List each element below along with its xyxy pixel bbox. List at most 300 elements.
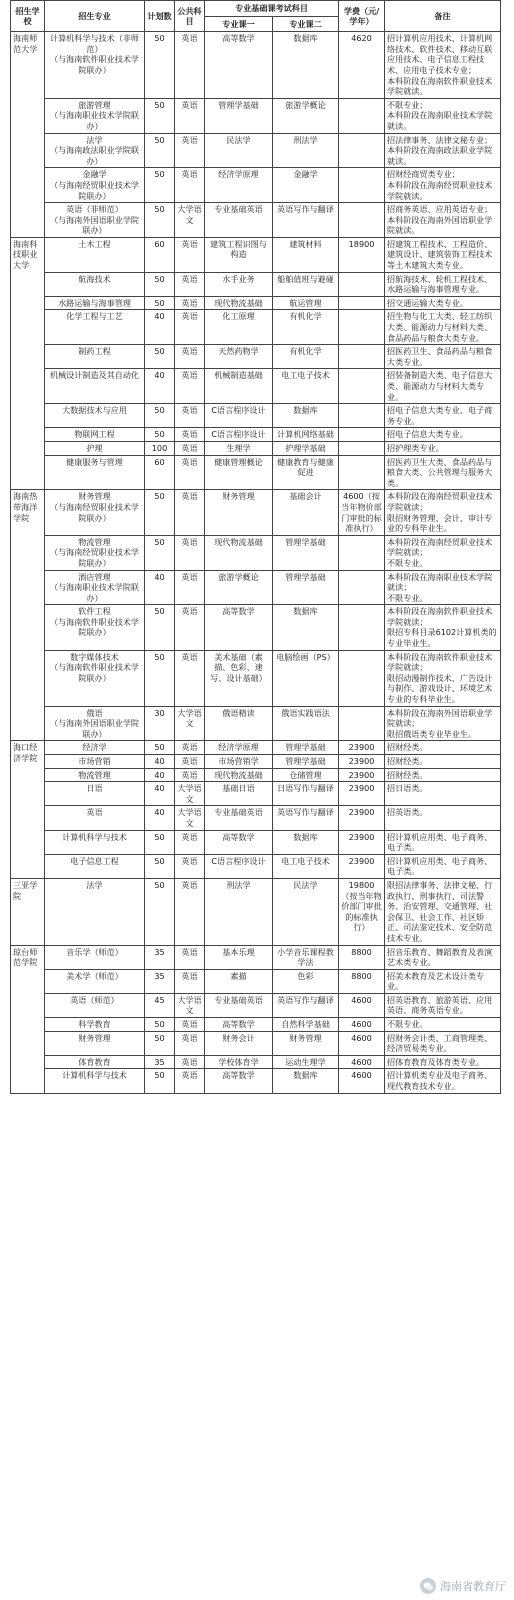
public-subject-cell: 英语 xyxy=(175,237,205,272)
base-course-1-cell: 专业基础英语 xyxy=(205,203,273,238)
note-cell: 招商务英语、应用英语专业； 本科阶段在海南外国语职业学院就读。 xyxy=(385,203,501,238)
plan-cell: 50 xyxy=(145,345,175,369)
note-cell: 本科阶段在海南外国语职业学院就读； 限招俄语类专业毕业生。 xyxy=(385,706,501,741)
fee-cell xyxy=(339,369,385,404)
public-subject-cell: 英语 xyxy=(175,1018,205,1032)
base-course-2-cell: 管理学基础 xyxy=(273,741,339,755)
public-subject-cell: 大学语文 xyxy=(175,203,205,238)
note-cell: 招生物与化工大类、轻工纺织大类、能源动力与材料大类、食品药品与粮食大类专业。 xyxy=(385,310,501,345)
school-name-cell: 海口经济学院 xyxy=(11,741,45,879)
major-cell: 健康服务与管理 xyxy=(45,455,145,490)
note-cell: 不限专业。 xyxy=(385,1018,501,1032)
base-course-2-cell: 财务管理 xyxy=(273,1031,339,1055)
header-row xyxy=(11,1,501,17)
fee-cell: 4600（按当年物价部门审批的标准执行） xyxy=(339,490,385,535)
major-cell: 英语（非师范） （与海南外国语职业学院联办） xyxy=(45,203,145,238)
note-cell: 招计算机应用类、电子商务、电子类。 xyxy=(385,830,501,854)
base-course-2-cell: 健康教育与健康促进 xyxy=(273,455,339,490)
public-subject-cell: 英语 xyxy=(175,945,205,969)
fee-cell xyxy=(339,203,385,238)
base-course-2-cell: 英语写作与翻译 xyxy=(273,203,339,238)
base-course-2-cell: 数据库 xyxy=(273,1069,339,1093)
base-course-1-cell: 水手业务 xyxy=(205,272,273,296)
plan-cell: 40 xyxy=(145,806,175,830)
table-row xyxy=(11,1055,501,1069)
table-row xyxy=(11,1031,501,1055)
public-subject-cell: 英语 xyxy=(175,768,205,782)
public-subject-cell: 大学语文 xyxy=(175,993,205,1017)
base-course-2-cell: 运动生理学 xyxy=(273,1055,339,1069)
header-base1: 专业课一 xyxy=(205,16,273,32)
public-subject-cell: 英语 xyxy=(175,535,205,570)
header-base: 专业基础课考试科目 xyxy=(205,1,339,17)
fee-cell: 4600 xyxy=(339,1069,385,1093)
base-course-1-cell: 高等数学 xyxy=(205,830,273,854)
header-plan: 计划数 xyxy=(145,1,175,32)
plan-cell: 50 xyxy=(145,133,175,168)
major-cell: 化学工程与工艺 xyxy=(45,310,145,345)
plan-cell: 50 xyxy=(145,168,175,203)
base-course-1-cell: 民法学 xyxy=(205,133,273,168)
base-course-2-cell: 小学音乐课程教学法 xyxy=(273,945,339,969)
base-course-2-cell: 有机化学 xyxy=(273,310,339,345)
table-row xyxy=(11,706,501,741)
fee-cell xyxy=(339,404,385,428)
table-row xyxy=(11,98,501,133)
public-subject-cell: 英语 xyxy=(175,854,205,878)
base-course-1-cell: C语言程序设计 xyxy=(205,404,273,428)
wechat-icon xyxy=(420,1578,436,1594)
major-cell: 土木工程 xyxy=(45,237,145,272)
note-cell: 招体育教育及体育类专业。 xyxy=(385,1055,501,1069)
table-row xyxy=(11,806,501,830)
base-course-2-cell: 基础会计 xyxy=(273,490,339,535)
major-cell: 英语（师范） xyxy=(45,993,145,1017)
fee-cell: 23900 xyxy=(339,768,385,782)
public-subject-cell: 英语 xyxy=(175,32,205,99)
base-course-2-cell: 航运管理 xyxy=(273,296,339,310)
plan-cell: 60 xyxy=(145,455,175,490)
note-cell: 招航海技术、轮机工程技术、水路运输与海事管理专业。 xyxy=(385,272,501,296)
fee-cell: 4620 xyxy=(339,32,385,99)
major-cell: 日语 xyxy=(45,782,145,806)
major-cell: 数字媒体技术 （与海南软件职业技术学院联办） xyxy=(45,650,145,706)
base-course-1-cell: 财务会计 xyxy=(205,1031,273,1055)
base-course-2-cell: 色彩 xyxy=(273,969,339,993)
plan-cell: 35 xyxy=(145,969,175,993)
base-course-1-cell: 财务管理 xyxy=(205,490,273,535)
major-cell: 酒店管理 （与海南职业技术学院联办） xyxy=(45,570,145,605)
table-row xyxy=(11,133,501,168)
plan-cell: 60 xyxy=(145,237,175,272)
plan-cell: 50 xyxy=(145,490,175,535)
table-row xyxy=(11,296,501,310)
note-cell: 不限专业； 本科阶段在海南职业技术学院就读。 xyxy=(385,98,501,133)
table-row xyxy=(11,203,501,238)
base-course-1-cell: 专业基础英语 xyxy=(205,993,273,1017)
public-subject-cell: 英语 xyxy=(175,605,205,650)
fee-cell xyxy=(339,345,385,369)
plan-cell: 40 xyxy=(145,768,175,782)
fee-cell xyxy=(339,133,385,168)
public-subject-cell: 英语 xyxy=(175,296,205,310)
base-course-1-cell: 俄语精读 xyxy=(205,706,273,741)
note-cell: 招音乐教育、舞蹈教育及表演艺术类专业。 xyxy=(385,945,501,969)
major-cell: 物流管理 （与海南经贸职业技术学院联办） xyxy=(45,535,145,570)
major-cell: 电子信息工程 xyxy=(45,854,145,878)
base-course-2-cell: 金融学 xyxy=(273,168,339,203)
fee-cell xyxy=(339,650,385,706)
base-course-1-cell: 高等数学 xyxy=(205,32,273,99)
base-course-1-cell: 现代物流基础 xyxy=(205,535,273,570)
plan-cell: 40 xyxy=(145,369,175,404)
base-course-2-cell: 计算机网络基础 xyxy=(273,428,339,442)
base-course-1-cell: 化工原理 xyxy=(205,310,273,345)
public-subject-cell: 英语 xyxy=(175,441,205,455)
table-row xyxy=(11,1018,501,1032)
table-row xyxy=(11,755,501,769)
base-course-1-cell: C语言程序设计 xyxy=(205,854,273,878)
major-cell: 经济学 xyxy=(45,741,145,755)
school-name-cell: 三亚学院 xyxy=(11,878,45,945)
note-cell: 招计算机应用类、电子商务、电子类。 xyxy=(385,854,501,878)
table-row xyxy=(11,310,501,345)
fee-cell: 23900 xyxy=(339,806,385,830)
table-row xyxy=(11,441,501,455)
note-cell: 招英语教育、旅游英语、应用英语、商务英语专业。 xyxy=(385,993,501,1017)
table-row xyxy=(11,854,501,878)
fee-cell xyxy=(339,428,385,442)
major-cell: 俄语 （与海南外国语职业学院联办） xyxy=(45,706,145,741)
major-cell: 旅游管理 （与海南职业技术学院联办） xyxy=(45,98,145,133)
note-cell: 本科阶段在海南经贸职业技术学院就读； 不限专业。 xyxy=(385,535,501,570)
table-row xyxy=(11,237,501,272)
note-cell: 招装备制造大类、电子信息大类、能源动力与材料大类专业。 xyxy=(385,369,501,404)
public-subject-cell: 英语 xyxy=(175,969,205,993)
table-row xyxy=(11,428,501,442)
public-subject-cell: 英语 xyxy=(175,455,205,490)
school-name-cell: 海南师范大学 xyxy=(11,32,45,238)
note-cell: 招计算机类专业及电子商务、现代教育技术专业。 xyxy=(385,1069,501,1093)
fee-cell: 23900 xyxy=(339,741,385,755)
base-course-2-cell: 仓储管理 xyxy=(273,768,339,782)
major-cell: 法学 （与海南政法职业学院联办） xyxy=(45,133,145,168)
fee-cell: 23900 xyxy=(339,782,385,806)
public-subject-cell: 英语 xyxy=(175,310,205,345)
major-cell: 物流管理 xyxy=(45,768,145,782)
plan-cell: 50 xyxy=(145,32,175,99)
plan-cell: 50 xyxy=(145,203,175,238)
base-course-1-cell: C语言程序设计 xyxy=(205,428,273,442)
major-cell: 航海技术 xyxy=(45,272,145,296)
fee-cell xyxy=(339,441,385,455)
table-row xyxy=(11,1069,501,1093)
plan-cell: 50 xyxy=(145,404,175,428)
major-cell: 英语 xyxy=(45,806,145,830)
note-cell: 招财务会计类、工商管理类、经济贸易类专业。 xyxy=(385,1031,501,1055)
note-cell: 本科阶段在海南经贸职业技术学院就读； 限招财务管理、会计、审计专业的专科毕业生。 xyxy=(385,490,501,535)
base-course-2-cell: 日语写作与翻译 xyxy=(273,782,339,806)
plan-cell: 50 xyxy=(145,272,175,296)
major-cell: 财务管理 （与海南经贸职业技术学院联办） xyxy=(45,490,145,535)
base-course-1-cell: 机械制造基础 xyxy=(205,369,273,404)
plan-cell: 40 xyxy=(145,310,175,345)
note-cell: 招英语类。 xyxy=(385,806,501,830)
table-row xyxy=(11,168,501,203)
major-cell: 软件工程 （与海南软件职业技术学院联办） xyxy=(45,605,145,650)
fee-cell: 23900 xyxy=(339,830,385,854)
plan-cell: 35 xyxy=(145,1055,175,1069)
base-course-1-cell: 学校体育学 xyxy=(205,1055,273,1069)
base-course-2-cell: 俄语实践语法 xyxy=(273,706,339,741)
base-course-1-cell: 现代物流基础 xyxy=(205,768,273,782)
major-cell: 科学教育 xyxy=(45,1018,145,1032)
table-row xyxy=(11,570,501,605)
base-course-2-cell: 管理学基础 xyxy=(273,535,339,570)
watermark-text: 海南省教育厅 xyxy=(440,1580,506,1593)
table-row xyxy=(11,455,501,490)
major-cell: 财务管理 xyxy=(45,1031,145,1055)
public-subject-cell: 英语 xyxy=(175,133,205,168)
header-fee: 学费（元/学年） xyxy=(339,1,385,32)
major-cell: 美术学（师范） xyxy=(45,969,145,993)
fee-cell: 4600 xyxy=(339,1031,385,1055)
base-course-2-cell: 民法学 xyxy=(273,878,339,945)
base-course-2-cell: 英语写作与翻译 xyxy=(273,806,339,830)
table-row xyxy=(11,830,501,854)
admission-table xyxy=(10,0,501,1094)
base-course-2-cell: 护理学基础 xyxy=(273,441,339,455)
note-cell: 招护理类专业。 xyxy=(385,441,501,455)
public-subject-cell: 英语 xyxy=(175,830,205,854)
public-subject-cell: 英语 xyxy=(175,755,205,769)
base-course-1-cell: 旅游学概论 xyxy=(205,570,273,605)
table-row xyxy=(11,605,501,650)
plan-cell: 50 xyxy=(145,878,175,945)
public-subject-cell: 英语 xyxy=(175,1055,205,1069)
base-course-2-cell: 数据库 xyxy=(273,32,339,99)
base-course-1-cell: 健康管理概论 xyxy=(205,455,273,490)
base-course-1-cell: 高等数学 xyxy=(205,1069,273,1093)
base-course-1-cell: 高等数学 xyxy=(205,605,273,650)
fee-cell xyxy=(339,296,385,310)
public-subject-cell: 大学语文 xyxy=(175,706,205,741)
fee-cell: 23900 xyxy=(339,755,385,769)
base-course-1-cell: 高等数学 xyxy=(205,1018,273,1032)
major-cell: 计算机科学与技术（非师范） （与海南软件职业技术学院联办） xyxy=(45,32,145,99)
base-course-1-cell: 建筑工程识图与构造 xyxy=(205,237,273,272)
public-subject-cell: 英语 xyxy=(175,1069,205,1093)
fee-cell xyxy=(339,455,385,490)
table-row xyxy=(11,535,501,570)
base-course-2-cell: 英语写作与翻译 xyxy=(273,993,339,1017)
fee-cell: 19800（按当年物价部门审批的标准执行） xyxy=(339,878,385,945)
base-course-1-cell: 市场营销学 xyxy=(205,755,273,769)
public-subject-cell: 英语 xyxy=(175,428,205,442)
public-subject-cell: 英语 xyxy=(175,272,205,296)
major-cell: 金融学 （与海南经贸职业技术学院联办） xyxy=(45,168,145,203)
base-course-2-cell: 电脑绘画（PS） xyxy=(273,650,339,706)
major-cell: 法学 xyxy=(45,878,145,945)
header-note: 备注 xyxy=(385,1,501,32)
fee-cell: 4600 xyxy=(339,1055,385,1069)
fee-cell: 4600 xyxy=(339,993,385,1017)
base-course-2-cell: 刑法学 xyxy=(273,133,339,168)
base-course-2-cell: 电工电子技术 xyxy=(273,369,339,404)
plan-cell: 50 xyxy=(145,428,175,442)
plan-cell: 50 xyxy=(145,1069,175,1093)
note-cell: 招医药卫生大类、食品药品与粮食大类、公共管理与服务大类。 xyxy=(385,455,501,490)
public-subject-cell: 英语 xyxy=(175,650,205,706)
table-row xyxy=(11,969,501,993)
base-course-1-cell: 生理学 xyxy=(205,441,273,455)
fee-cell xyxy=(339,98,385,133)
header-public: 公共科目 xyxy=(175,1,205,32)
major-cell: 计算机科学与技术 xyxy=(45,1069,145,1093)
base-course-1-cell: 专业基础英语 xyxy=(205,806,273,830)
table-row xyxy=(11,272,501,296)
table-row xyxy=(11,32,501,99)
fee-cell xyxy=(339,570,385,605)
fee-cell xyxy=(339,706,385,741)
plan-cell: 40 xyxy=(145,570,175,605)
table-row xyxy=(11,782,501,806)
major-cell: 音乐学（师范） xyxy=(45,945,145,969)
fee-cell: 18900 xyxy=(339,237,385,272)
base-course-2-cell: 建筑材料 xyxy=(273,237,339,272)
note-cell: 招日语类。 xyxy=(385,782,501,806)
note-cell: 招财经类。 xyxy=(385,768,501,782)
public-subject-cell: 英语 xyxy=(175,369,205,404)
plan-cell: 50 xyxy=(145,98,175,133)
note-cell: 本科阶段在海南软件职业技术学院就读； 限招专科目录6102计算机类的专业毕业生。 xyxy=(385,605,501,650)
plan-cell: 50 xyxy=(145,854,175,878)
plan-cell: 50 xyxy=(145,535,175,570)
major-cell: 市场营销 xyxy=(45,755,145,769)
public-subject-cell: 英语 xyxy=(175,570,205,605)
base-course-2-cell: 数据库 xyxy=(273,830,339,854)
table-row xyxy=(11,878,501,945)
fee-cell xyxy=(339,310,385,345)
table-row xyxy=(11,741,501,755)
public-subject-cell: 英语 xyxy=(175,168,205,203)
major-cell: 水路运输与海事管理 xyxy=(45,296,145,310)
note-cell: 本科阶段在海南软件职业技术学院就读； 限招动漫制作技术、广告设计与制作、游戏设计、环境艺术专业的专科毕业生。 xyxy=(385,650,501,706)
base-course-1-cell: 美术基础（素描、色彩、速写、设计基础） xyxy=(205,650,273,706)
public-subject-cell: 大学语文 xyxy=(175,806,205,830)
plan-cell: 45 xyxy=(145,993,175,1017)
public-subject-cell: 英语 xyxy=(175,404,205,428)
base-course-1-cell: 素描 xyxy=(205,969,273,993)
table-row xyxy=(11,945,501,969)
school-name-cell: 琼台师范学院 xyxy=(11,945,45,1093)
base-course-1-cell: 天然药物学 xyxy=(205,345,273,369)
plan-cell: 100 xyxy=(145,441,175,455)
note-cell: 招交通运输大类专业。 xyxy=(385,296,501,310)
fee-cell xyxy=(339,535,385,570)
table-row xyxy=(11,650,501,706)
base-course-1-cell: 经济学原理 xyxy=(205,168,273,203)
note-cell: 招电子信息大类专业。 xyxy=(385,428,501,442)
table-row xyxy=(11,768,501,782)
note-cell: 招财经商贸类专业； 本科阶段在海南经贸职业技术学院就读。 xyxy=(385,168,501,203)
base-course-2-cell: 有机化学 xyxy=(273,345,339,369)
header-school: 招生学校 xyxy=(11,1,45,32)
note-cell: 招电子信息大类专业、电子商务专业。 xyxy=(385,404,501,428)
school-name-cell: 海南科技职业大学 xyxy=(11,237,45,489)
base-course-2-cell: 管理学基础 xyxy=(273,755,339,769)
public-subject-cell: 大学语文 xyxy=(175,782,205,806)
base-course-2-cell: 船舶值班与避碰 xyxy=(273,272,339,296)
fee-cell xyxy=(339,272,385,296)
note-cell: 招财经类。 xyxy=(385,741,501,755)
note-cell: 招财经类。 xyxy=(385,755,501,769)
plan-cell: 40 xyxy=(145,782,175,806)
public-subject-cell: 英语 xyxy=(175,878,205,945)
table-row xyxy=(11,345,501,369)
base-course-1-cell: 经济学原理 xyxy=(205,741,273,755)
plan-cell: 30 xyxy=(145,706,175,741)
plan-cell: 50 xyxy=(145,830,175,854)
table-row xyxy=(11,490,501,535)
base-course-2-cell: 自然科学基础 xyxy=(273,1018,339,1032)
note-cell: 本科阶段在海南职业技术学院就读； 不限专业。 xyxy=(385,570,501,605)
base-course-2-cell: 旅游学概论 xyxy=(273,98,339,133)
fee-cell: 4600 xyxy=(339,1018,385,1032)
base-course-1-cell: 管理学基础 xyxy=(205,98,273,133)
plan-cell: 50 xyxy=(145,605,175,650)
plan-cell: 40 xyxy=(145,755,175,769)
note-cell: 限招法律事务、法律文秘、行政执行、刑事执行、司法警务、治安管理、交通管理、社会保卫、社会工作、社区矫正、司法鉴定技术、安全防范技术专业。 xyxy=(385,878,501,945)
table-body xyxy=(11,32,501,1093)
base-course-2-cell: 管理学基础 xyxy=(273,570,339,605)
fee-cell: 23900 xyxy=(339,854,385,878)
fee-cell xyxy=(339,605,385,650)
table-row xyxy=(11,404,501,428)
plan-cell: 35 xyxy=(145,945,175,969)
admission-table-sheet xyxy=(10,0,500,1094)
watermark xyxy=(420,1578,506,1594)
note-cell: 招医药卫生、食品药品与粮食大类专业。 xyxy=(385,345,501,369)
major-cell: 护理 xyxy=(45,441,145,455)
public-subject-cell: 英语 xyxy=(175,490,205,535)
major-cell: 大数据技术与应用 xyxy=(45,404,145,428)
base-course-2-cell: 数据库 xyxy=(273,404,339,428)
base-course-1-cell: 基础日语 xyxy=(205,782,273,806)
plan-cell: 50 xyxy=(145,741,175,755)
base-course-2-cell: 数据库 xyxy=(273,605,339,650)
public-subject-cell: 英语 xyxy=(175,98,205,133)
base-course-2-cell: 电工电子技术 xyxy=(273,854,339,878)
major-cell: 制药工程 xyxy=(45,345,145,369)
header-base2: 专业课二 xyxy=(273,16,339,32)
plan-cell: 50 xyxy=(145,296,175,310)
major-cell: 体育教育 xyxy=(45,1055,145,1069)
base-course-1-cell: 现代物流基础 xyxy=(205,296,273,310)
public-subject-cell: 英语 xyxy=(175,741,205,755)
major-cell: 物联网工程 xyxy=(45,428,145,442)
public-subject-cell: 英语 xyxy=(175,1031,205,1055)
public-subject-cell: 英语 xyxy=(175,345,205,369)
major-cell: 计算机科学与技术 xyxy=(45,830,145,854)
note-cell: 招计算机应用技术、计算机网络技术、软件技术、移动互联应用技术、电子信息工程技术、应用电子技术专业； 本科阶段在海南软件职业技术学院就读。 xyxy=(385,32,501,99)
note-cell: 招法律事务、法律文秘专业； 本科阶段在海南政法职业学院就读。 xyxy=(385,133,501,168)
note-cell: 招建筑工程技术、工程造价、建筑设计、建筑装饰工程技术等土木建筑大类专业。 xyxy=(385,237,501,272)
fee-cell: 8800 xyxy=(339,945,385,969)
header-major: 招生专业 xyxy=(45,1,145,32)
fee-cell: 8800 xyxy=(339,969,385,993)
table-row xyxy=(11,369,501,404)
